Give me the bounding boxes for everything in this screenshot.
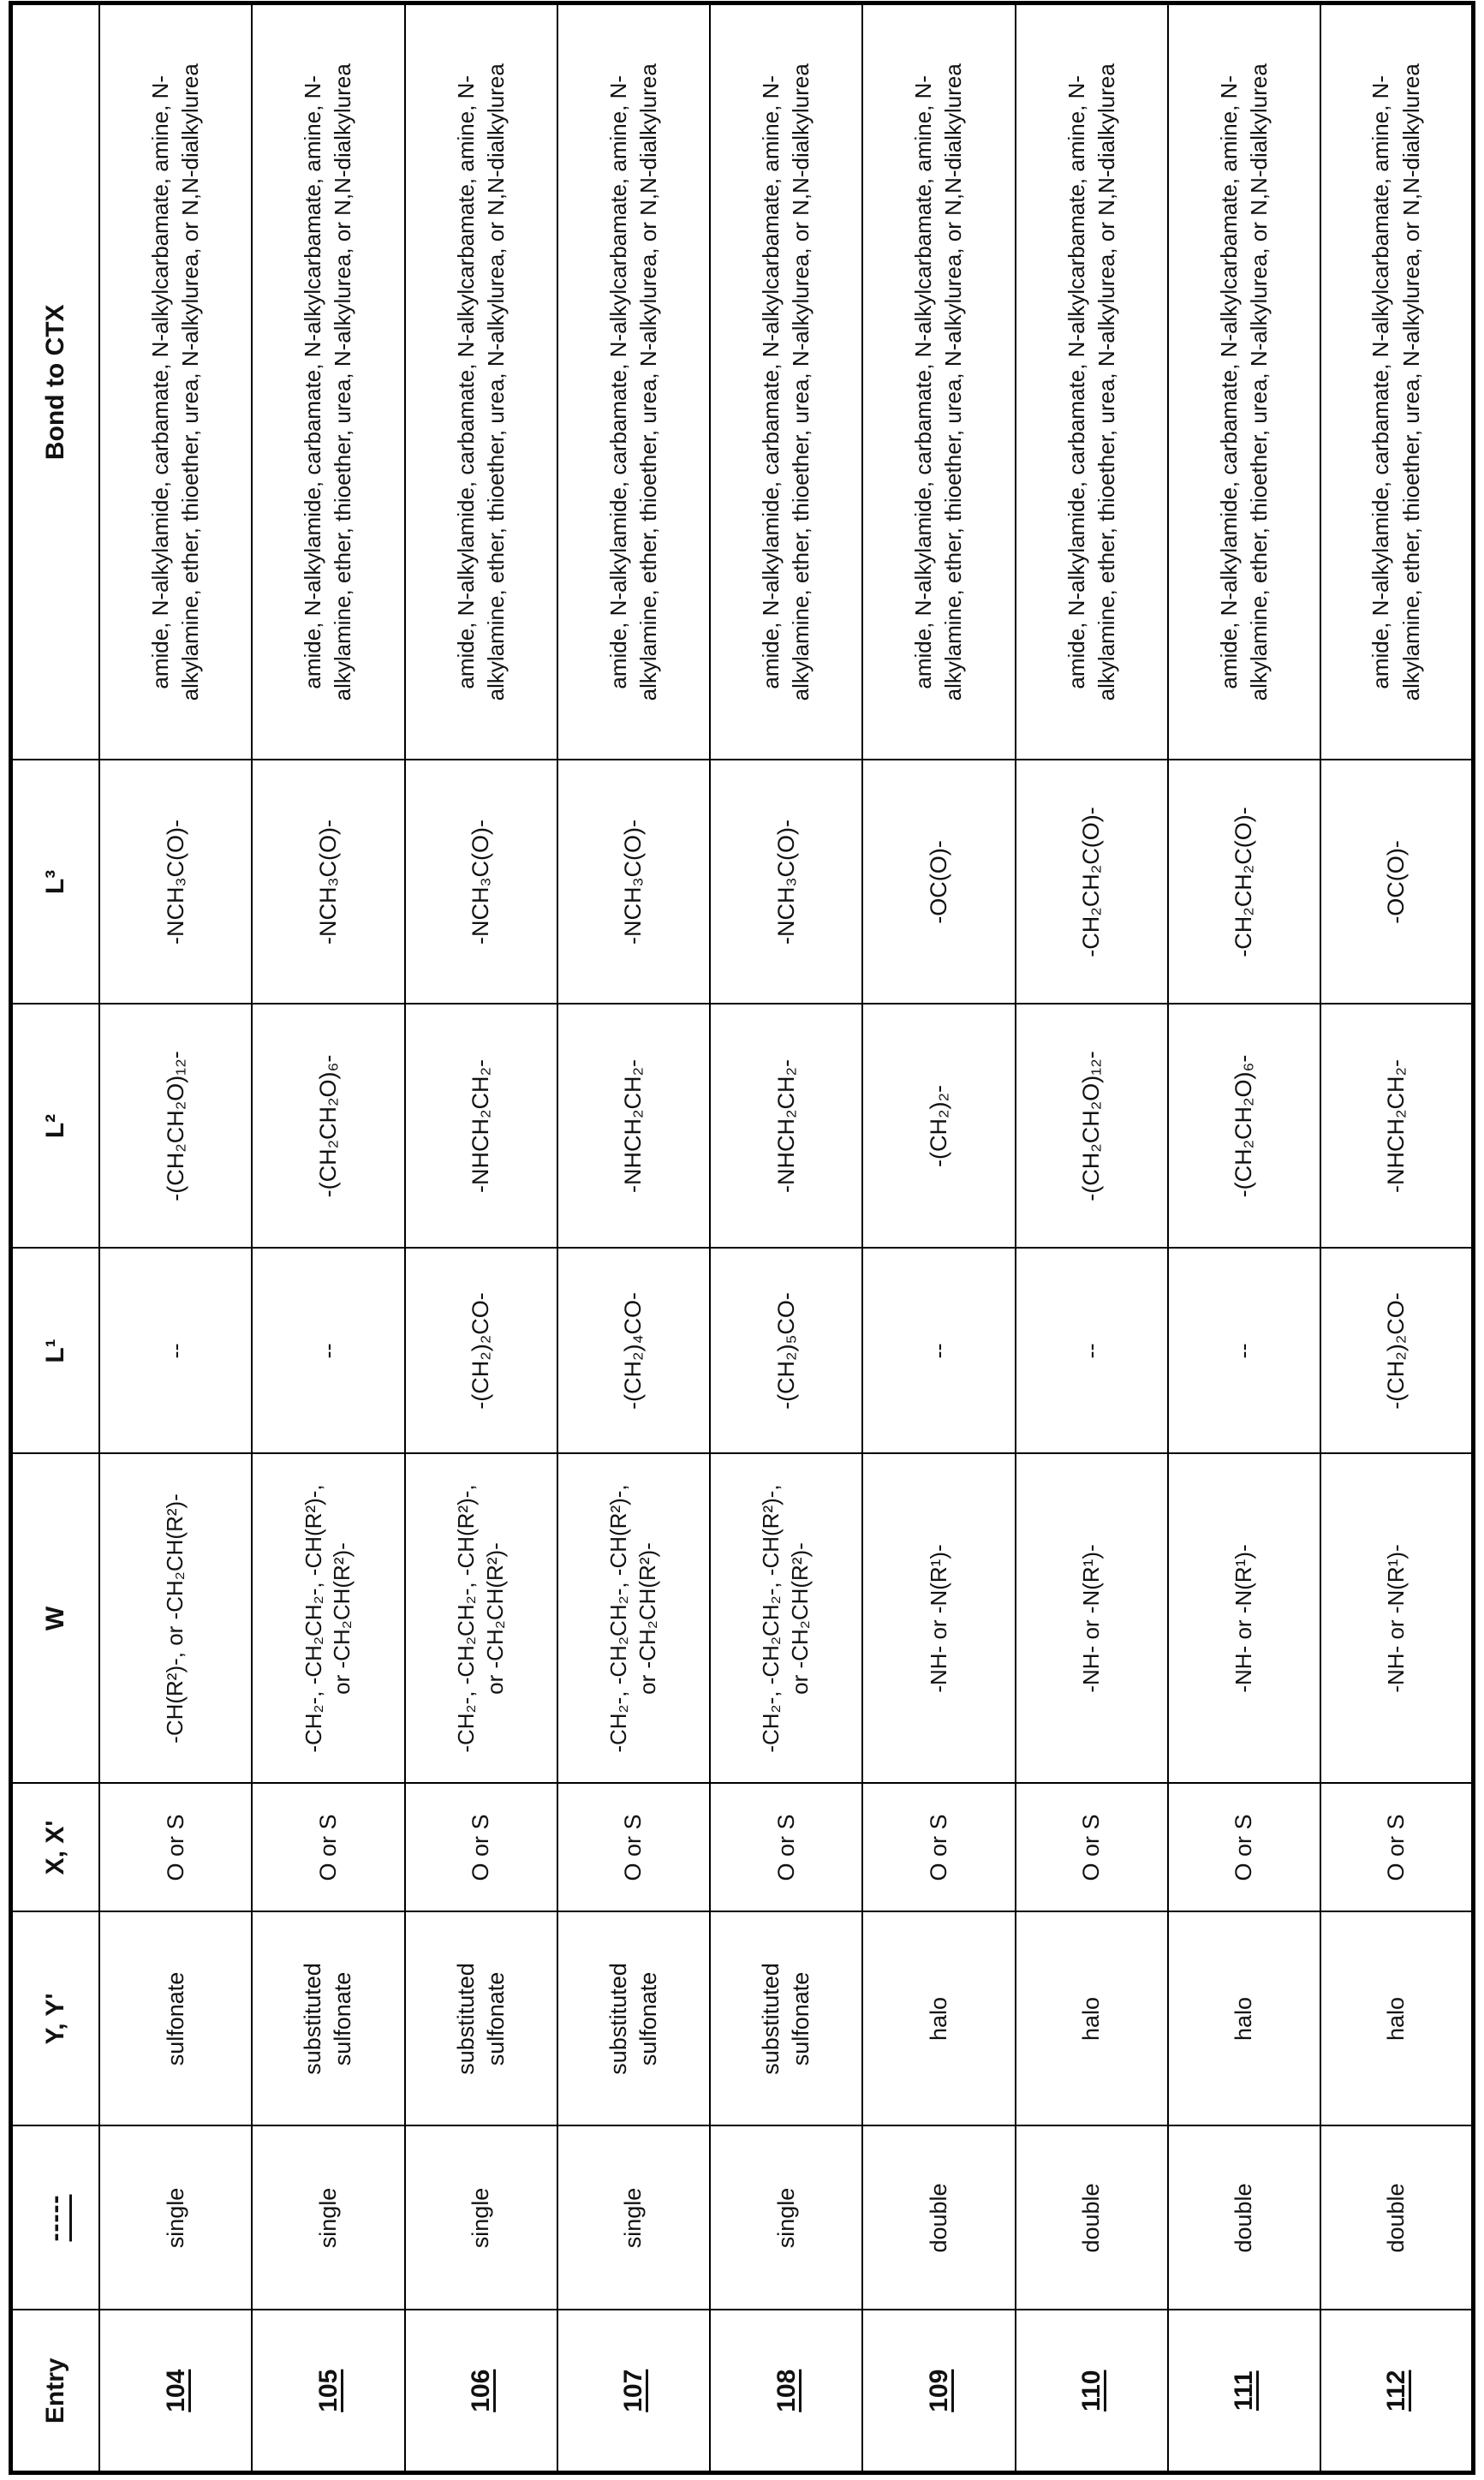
bond-to-ctx-cell: amide, N-alkylamide, carbamate, N-alkylcarbamate, amine, N-alkylamine, ether, thioether, urea, N-alkylurea, or N,N-dialkylurea <box>710 3 862 760</box>
bond-to-ctx-cell: amide, N-alkylamide, carbamate, N-alkylcarbamate, amine, N-alkylamine, ether, thioether, urea, N-alkylurea, or N,N-dialkylurea <box>557 3 710 760</box>
col-header-y: Y, Y' <box>11 1912 100 2126</box>
bond-cell: single <box>557 2126 710 2310</box>
w-cell: -CH(R²)-, or -CH₂CH(R²)- <box>99 1454 252 1784</box>
bond-to-ctx-cell: amide, N-alkylamide, carbamate, N-alkylcarbamate, amine, N-alkylamine, ether, thioether, urea, N-alkylurea, or N,N-dialkylurea <box>99 3 252 760</box>
col-header-w: W <box>11 1454 100 1784</box>
col-header-l3: L³ <box>11 760 100 1005</box>
l2-cell: -NHCH₂CH₂- <box>557 1005 710 1249</box>
table-row <box>99 3 252 2473</box>
entry-cell: 109 <box>862 2310 1015 2473</box>
l2-cell: -NHCH₂CH₂- <box>710 1005 862 1249</box>
l1-cell: -- <box>1168 1249 1320 1454</box>
y-cell: halo <box>862 1912 1015 2126</box>
y-cell: substituted sulfonate <box>710 1912 862 2126</box>
x-cell: O or S <box>1168 1784 1320 1912</box>
table-row <box>405 3 557 2473</box>
y-cell: halo <box>1016 1912 1168 2126</box>
l2-cell: -NHCH₂CH₂- <box>1320 1005 1473 1249</box>
col-header-bond <box>11 2126 100 2310</box>
w-cell: -CH₂-, -CH₂CH₂-, -CH(R²)-, or -CH₂CH(R²)- <box>710 1454 862 1784</box>
l2-cell: -(CH₂CH₂O)₁₂- <box>1016 1005 1168 1249</box>
table-row <box>252 3 404 2473</box>
l1-cell: -- <box>862 1249 1015 1454</box>
entry-cell: 111 <box>1168 2310 1320 2473</box>
x-cell: O or S <box>1016 1784 1168 1912</box>
y-cell: substituted sulfonate <box>405 1912 557 2126</box>
l3-cell: -CH₂CH₂C(O)- <box>1168 760 1320 1005</box>
l1-cell: -- <box>99 1249 252 1454</box>
x-cell: O or S <box>252 1784 404 1912</box>
x-cell: O or S <box>557 1784 710 1912</box>
l1-cell: -- <box>252 1249 404 1454</box>
x-cell: O or S <box>1320 1784 1473 1912</box>
l2-cell: -(CH₂CH₂O)₆- <box>252 1005 404 1249</box>
table-row <box>1016 3 1168 2473</box>
l3-cell: -NCH₃C(O)- <box>557 760 710 1005</box>
x-cell: O or S <box>710 1784 862 1912</box>
bond-cell: single <box>99 2126 252 2310</box>
l1-cell: -(CH₂)₂CO- <box>1320 1249 1473 1454</box>
l1-cell: -- <box>1016 1249 1168 1454</box>
entry-cell: 106 <box>405 2310 557 2473</box>
bond-to-ctx-cell: amide, N-alkylamide, carbamate, N-alkylcarbamate, amine, N-alkylamine, ether, thioether, urea, N-alkylurea, or N,N-dialkylurea <box>1320 3 1473 760</box>
w-cell: -NH- or -N(R¹)- <box>862 1454 1015 1784</box>
w-cell: -NH- or -N(R¹)- <box>1016 1454 1168 1784</box>
ctx-linker-table <box>9 1 1475 2475</box>
x-cell: O or S <box>99 1784 252 1912</box>
x-cell: O or S <box>862 1784 1015 1912</box>
bond-cell: double <box>862 2126 1015 2310</box>
bond-cell: single <box>405 2126 557 2310</box>
w-cell: -CH₂-, -CH₂CH₂-, -CH(R²)-, or -CH₂CH(R²)- <box>252 1454 404 1784</box>
bond-to-ctx-cell: amide, N-alkylamide, carbamate, N-alkylcarbamate, amine, N-alkylamine, ether, thioether, urea, N-alkylurea, or N,N-dialkylurea <box>252 3 404 760</box>
y-cell: halo <box>1168 1912 1320 2126</box>
y-cell: sulfonate <box>99 1912 252 2126</box>
w-cell: -CH₂-, -CH₂CH₂-, -CH(R²)-, or -CH₂CH(R²)- <box>557 1454 710 1784</box>
entry-cell: 110 <box>1016 2310 1168 2473</box>
table-row <box>862 3 1015 2473</box>
l3-cell: -NCH₃C(O)- <box>710 760 862 1005</box>
header-row <box>11 3 100 2473</box>
bond-cell: double <box>1168 2126 1320 2310</box>
l3-cell: -NCH₃C(O)- <box>405 760 557 1005</box>
bond-to-ctx-cell: amide, N-alkylamide, carbamate, N-alkylcarbamate, amine, N-alkylamine, ether, thioether, urea, N-alkylurea, or N,N-dialkylurea <box>1016 3 1168 760</box>
col-header-bond-to-ctx: Bond to CTX <box>11 3 100 760</box>
w-cell: -NH- or -N(R¹)- <box>1168 1454 1320 1784</box>
bond-cell: double <box>1320 2126 1473 2310</box>
bond-dash-symbol: ----- <box>41 2194 69 2242</box>
l3-cell: -NCH₃C(O)- <box>99 760 252 1005</box>
w-cell: -CH₂-, -CH₂CH₂-, -CH(R²)-, or -CH₂CH(R²)- <box>405 1454 557 1784</box>
y-cell: substituted sulfonate <box>557 1912 710 2126</box>
bond-cell: single <box>710 2126 862 2310</box>
entry-cell: 104 <box>99 2310 252 2473</box>
entry-cell: 112 <box>1320 2310 1473 2473</box>
y-cell: substituted sulfonate <box>252 1912 404 2126</box>
entry-cell: 105 <box>252 2310 404 2473</box>
x-cell: O or S <box>405 1784 557 1912</box>
entry-cell: 107 <box>557 2310 710 2473</box>
col-header-x: X, X' <box>11 1784 100 1912</box>
bond-to-ctx-cell: amide, N-alkylamide, carbamate, N-alkylcarbamate, amine, N-alkylamine, ether, thioether, urea, N-alkylurea, or N,N-dialkylurea <box>405 3 557 760</box>
l3-cell: -OC(O)- <box>1320 760 1473 1005</box>
table-row <box>1320 3 1473 2473</box>
bond-to-ctx-cell: amide, N-alkylamide, carbamate, N-alkylcarbamate, amine, N-alkylamine, ether, thioether, urea, N-alkylurea, or N,N-dialkylurea <box>862 3 1015 760</box>
col-header-l2: L² <box>11 1005 100 1249</box>
l2-cell: -(CH₂)₂- <box>862 1005 1015 1249</box>
col-header-entry: Entry <box>11 2310 100 2473</box>
l1-cell: -(CH₂)₅CO- <box>710 1249 862 1454</box>
bond-to-ctx-cell: amide, N-alkylamide, carbamate, N-alkylcarbamate, amine, N-alkylamine, ether, thioether, urea, N-alkylurea, or N,N-dialkylurea <box>1168 3 1320 760</box>
l1-cell: -(CH₂)₂CO- <box>405 1249 557 1454</box>
col-header-l1: L¹ <box>11 1249 100 1454</box>
l2-cell: -NHCH₂CH₂- <box>405 1005 557 1249</box>
l1-cell: -(CH₂)₄CO- <box>557 1249 710 1454</box>
l2-cell: -(CH₂CH₂O)₆- <box>1168 1005 1320 1249</box>
y-cell: halo <box>1320 1912 1473 2126</box>
l3-cell: -OC(O)- <box>862 760 1015 1005</box>
table-row <box>1168 3 1320 2473</box>
l3-cell: -CH₂CH₂C(O)- <box>1016 760 1168 1005</box>
bond-cell: single <box>252 2126 404 2310</box>
l3-cell: -NCH₃C(O)- <box>252 760 404 1005</box>
table-row <box>557 3 710 2473</box>
w-cell: -NH- or -N(R¹)- <box>1320 1454 1473 1784</box>
table-row <box>710 3 862 2473</box>
bond-cell: double <box>1016 2126 1168 2310</box>
l2-cell: -(CH₂CH₂O)₁₂- <box>99 1005 252 1249</box>
entry-cell: 108 <box>710 2310 862 2473</box>
